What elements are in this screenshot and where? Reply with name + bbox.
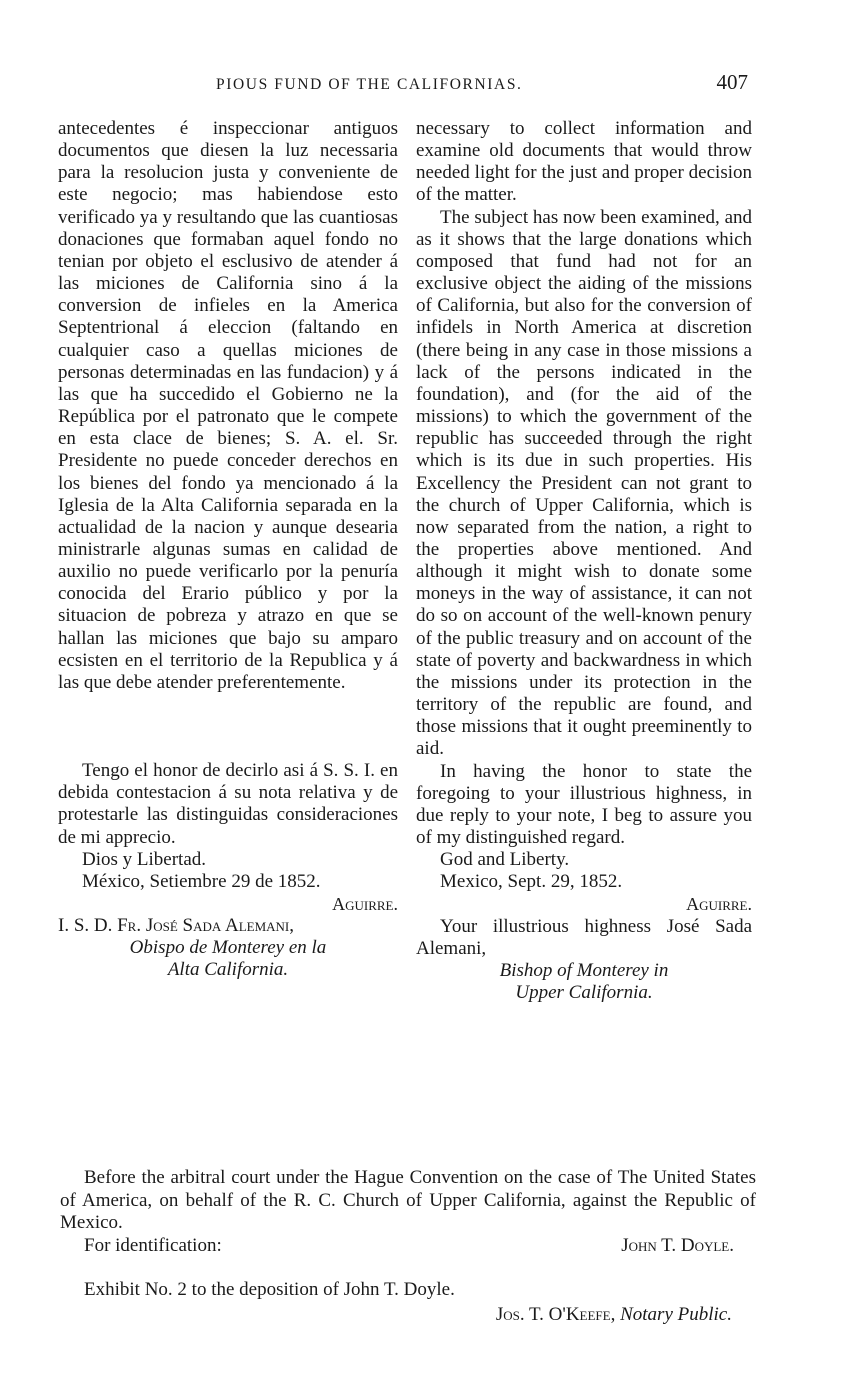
spanish-title-line-2: Alta California. (167, 959, 289, 981)
notary-name: Jos. T. O'Keefe, (495, 1303, 616, 1325)
running-title: PIOUS FUND OF THE CALIFORNIAS. (216, 76, 523, 93)
identification-line (60, 1235, 756, 1258)
exhibit-block (60, 1279, 756, 1326)
english-paragraph-3: In having the honor to state the foregoing to your illustrious highness, in due reply to your note, I beg to assure you of my distinguished regard. (416, 760, 752, 848)
english-closing: God and Liberty. (440, 849, 570, 871)
identification-label: For identification: (84, 1234, 222, 1256)
spanish-addressee: I. S. D. Fr. José Sada Alemani, (58, 915, 295, 937)
english-signature: Aguirre. (686, 894, 752, 915)
english-title-line-2: Upper California. (515, 982, 653, 1004)
notary-title: Notary Public. (620, 1303, 732, 1325)
english-column (416, 118, 752, 1004)
spanish-paragraph-1: antecedentes é inspeccionar antiguos documentos que diesen la luz necessaria para la resolucion justa y conveniente de este negocio; mas habiendose esto verificado ya y resultando que las cuantiosas donaciones que formaban aquel fondo no tenian por objeto el esclusivo de atender á las miciones de California sino á la conversion de infieles en la America Septentrional á eleccion (faltando en cualquier caso a quellas miciones de personas determinadas en las fundacion) y á las que ha succedido el Gobierno ne la República por el patronato que le compete en esta clace de bienes; S. A. el. Sr. Presidente no puede conceder derechos en los bienes del fondo ya mencionado á la Iglesia de la Alta California separada en la actualidad de la nacion y aunque desearia ministrarle algunas sumas en calidad de auxilio no puede verificarlo por la penuría conocida del Erario público y por la situacion de pobreza y atrazo en que se hallan las miciones que bajo su amparo ecsisten en el territorio de la Republica y á las que debe atender preferentemente. (58, 118, 398, 693)
page-number: 407 (716, 70, 748, 94)
certification-block (60, 1167, 756, 1257)
english-date: Mexico, Sept. 29, 1852. (440, 871, 623, 893)
page-header (56, 70, 756, 100)
certification-text: Before the arbitral court under the Hague Convention on the case of The United States of America, on behalf of the R. C. Church of Upper California, against the Republic of Mexico. (60, 1167, 756, 1233)
english-title-line-1: Bishop of Monterey in (499, 959, 669, 981)
spanish-date: México, Setiembre 29 de 1852. (82, 870, 321, 892)
spanish-column (58, 118, 398, 982)
english-paragraph-2: The subject has now been examined, and as it shows that the large donations which composed that fund had not for an exclusive object the aiding of the missions of California, but also for the conversion of infidels in North America at discretion (there being in any case in those missions a lack of the persons indicated in the foundation), and (for the aid of the missions) to which the government of the republic has succeeded through the right which is its due in such properties. His Excellency the President can not grant to the church of Upper California, which is now separated from the nation, a right to the properties above mentioned. And although it might wish to donate some moneys in the way of assistance, it can not do so on account of the well-known penury of the public treasury and on account of the state of poverty and backwardness in which the missions under its protection in the territory of the republic are found, and those missions that it ought preeminently to aid. (416, 206, 752, 760)
english-paragraph-1: necessary to collect information and examine old documents that would throw needed light for the just and proper decision of the matter. (416, 118, 752, 206)
spanish-closing: Dios y Libertad. (82, 848, 207, 870)
spanish-title-line-1: Obispo de Monterey en la (129, 937, 327, 959)
notary-line (60, 1304, 732, 1327)
identification-name: John T. Doyle. (621, 1234, 734, 1256)
english-addressee: Your illustrious highness José Sada Alemani, (416, 915, 752, 959)
exhibit-text: Exhibit No. 2 to the deposition of John T. Doyle. (84, 1279, 455, 1300)
spanish-signature: Aguirre. (332, 894, 398, 914)
spanish-paragraph-2: Tengo el honor de decirlo asi á S. S. I. en debida contestacion á su nota relativa y de protestarle las distinguidas consideraciones de mi apprecio. (58, 760, 398, 848)
